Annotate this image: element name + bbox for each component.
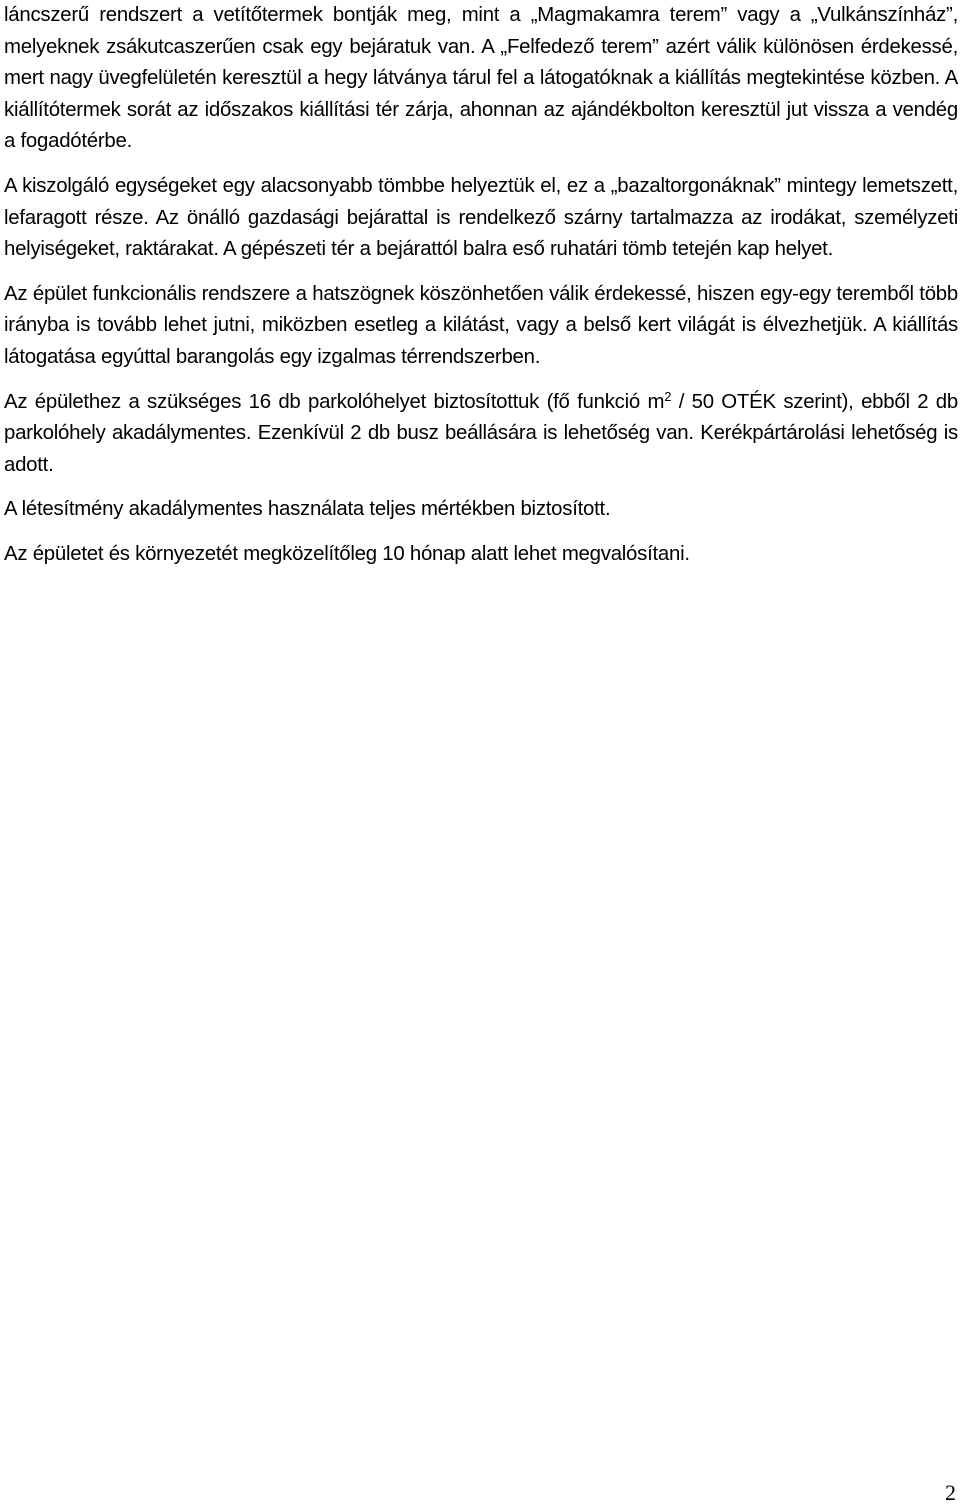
paragraph-exhibition-rooms [4, 0, 958, 158]
paragraph-parking [4, 387, 958, 482]
paragraph-text: Az épület funkcionális rendszere a hatszögnek köszönhetően válik érdekessé, hiszen egy-egy teremből több irányba is tovább lehet jutni, miközben esetleg a kilátást, vagy a belső kert világát is élvezhetjük. [4, 282, 958, 337]
superscript: 2 [664, 388, 672, 404]
paragraph-text: A létesítmény akadálymentes használata teljes mértékben biztosított. [4, 498, 611, 521]
paragraph-timeline [4, 539, 958, 571]
paragraph-text: A gépészeti tér a bejárattól balra eső ruhatári tömb tetején kap helyet. [218, 238, 834, 261]
paragraph-text: Az önálló gazdasági bejárattal is rendelkező szárny tartalmazza az irodákat, személyzeti helyiségeket, raktárakat. [4, 206, 958, 261]
paragraph-text: A kiállítás látogatása egyúttal barangolás egy izgalmas térrendszerben. [4, 314, 959, 368]
paragraph-functional-system [4, 279, 958, 374]
paragraph-text: A kiszolgáló egységeket egy alacsonyabb tömbbe helyeztük el, ez a „bazaltorgonáknak” mintegy lemetszett, lefaragott része. [4, 174, 958, 229]
paragraph-service-units [4, 171, 958, 266]
paragraph-text: A kiállítótermek sorát az időszakos kiállítási tér zárja, ahonnan az ajándékbolton keresztül jut vissza a vendég a fogadótérbe. [4, 67, 958, 153]
paragraph-text: láncszerű rendszert a vetítőtermek bontják meg, mint a „Magmakamra terem” vagy a „Vulkánszínház”, melyeknek zsákutcaszerűen csak egy bejáratuk van. A „Felfedező terem” azért válik különösen érdekessé, mert nagy üvegfelületén keresztül a hegy látványa tárul fel a látogatóknak a kiállítás megtekintése közben. [4, 4, 958, 90]
document-page [4, 0, 958, 584]
paragraph-text: / 50 OTÉK szerint), ebből 2 db parkolóhely akadálymentes. Ezenkívül 2 db busz beállására is lehetőség van. Kerékpártárolási lehetőség is adott. [4, 390, 958, 476]
paragraph-text: Az épületet és környezetét megközelítőleg 10 hónap alatt lehet megvalósítani. [4, 542, 690, 565]
page-number: 2 [945, 1480, 956, 1505]
paragraph-text: Az épülethez a szükséges 16 db parkolóhelyet biztosítottuk (fő funkció m [4, 390, 665, 413]
paragraph-accessibility [4, 494, 958, 526]
